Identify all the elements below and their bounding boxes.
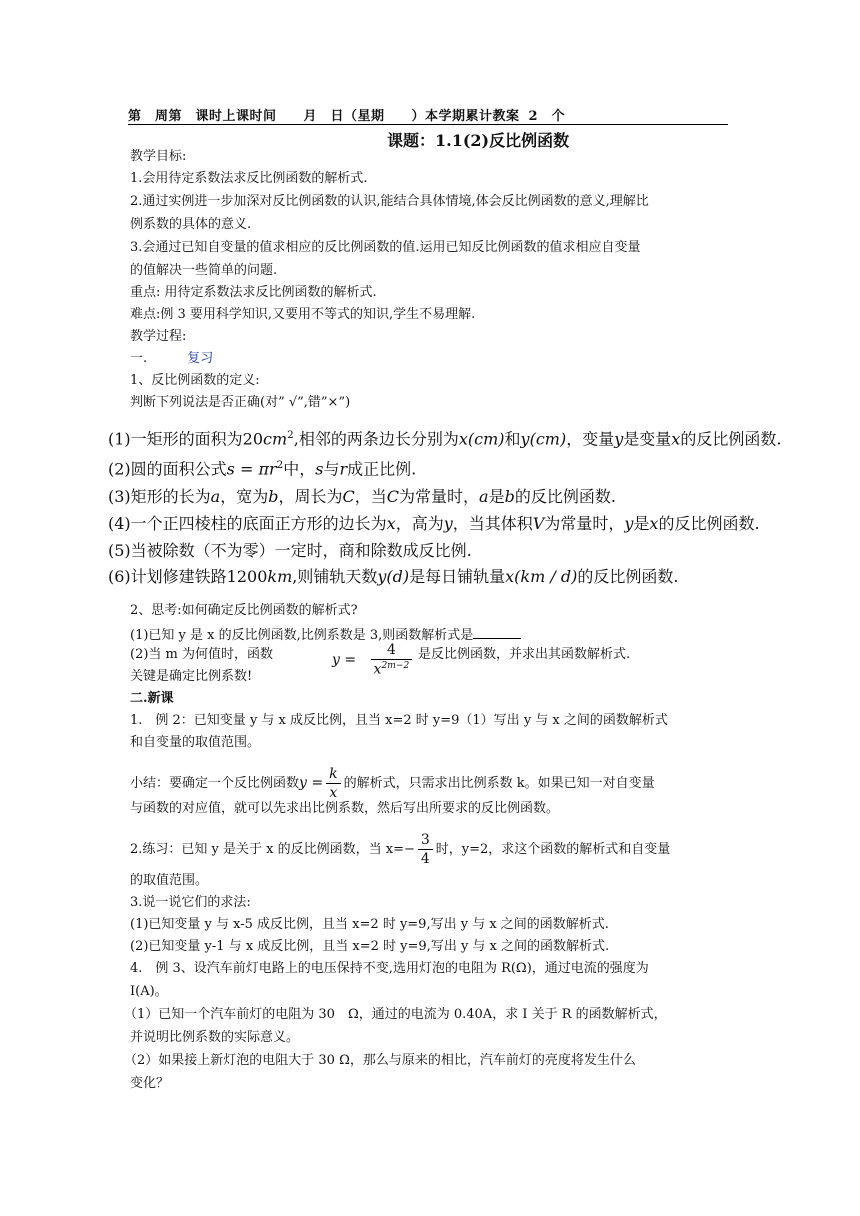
goal-1: 1.会用待定系数法求反比例函数的解析式. bbox=[130, 171, 368, 186]
practice-line2: 的取值范围。 bbox=[130, 873, 209, 888]
say-item-1: (1)已知变量 y 与 x-5 成反比例，且当 x=2 时 y=9,写出 y 与 x 之间的函数解析式. bbox=[130, 917, 609, 932]
new-lesson-heading: 二.新课 bbox=[130, 691, 174, 706]
summary-line2: 与函数的对应值，就可以先求出比例系数，然后写出所要求的反比例函数。 bbox=[130, 801, 560, 816]
difficulty: 难点:例 3 要用科学知识,又要用不等式的知识,学生不易理解. bbox=[130, 307, 476, 322]
summary-line1: 小结：要确定一个反比例函数y = $\frac{k}{x}$ 的解析式，只需求出比例系数 k。如果已知一对自变量 bbox=[130, 766, 655, 802]
goal-2-line2: 例系数的具体的意义. bbox=[130, 217, 252, 232]
lesson-header: 第 周第 课时上课时间 月 日（星期 ）本学期累计教案 2 个 bbox=[128, 109, 566, 124]
header-rule bbox=[128, 124, 728, 125]
think-item-1: (1)已知 y 是 x 的反比例函数,比例系数是 3,则函数解析式是 bbox=[130, 626, 521, 644]
think-item-2-left: (2)当 m 为何值时，函数 bbox=[130, 647, 274, 662]
answer-blank bbox=[473, 626, 521, 639]
process-heading: 教学过程: bbox=[130, 329, 187, 344]
review-heading bbox=[130, 352, 213, 367]
example-3-line2: I(A)。 bbox=[130, 984, 168, 999]
function-formula: y = $\frac{4}{x^{2m-2}}$ bbox=[332, 642, 415, 678]
goal-2-line1: 2.通过实例进一步加深对反比例函数的认识,能结合具体情境,体会反比例函数的意义,理解比 bbox=[130, 194, 649, 209]
statement-4: (4)一个正四棱柱的底面正方形的边长为x，高为y，当其体积V为常量时，y是x的反比例函数. bbox=[108, 514, 760, 533]
say-heading: 3.说一说它们的求法: bbox=[130, 895, 251, 910]
review-label: 复习 bbox=[187, 351, 214, 366]
statement-3: (3)矩形的长为a，宽为b，周长为C，当C为常量时，a是b的反比例函数. bbox=[108, 487, 616, 506]
say-item-2: (2)已知变量 y-1 与 x 成反比例，且当 x=2 时 y=9,写出 y 与 x 之间的函数解析式. bbox=[130, 939, 610, 954]
example-3-q1-line2: 并说明比例系数的实际意义。 bbox=[130, 1030, 300, 1045]
think-question: 2、思考:如何确定反比例函数的解析式? bbox=[130, 603, 358, 618]
goal-3-line2: 的值解决一些简单的问题. bbox=[130, 263, 278, 278]
judge-instruction: 判断下列说法是否正确(对” √”,错”×”) bbox=[130, 395, 351, 410]
example-3-q2-line1: （2）如果接上新灯泡的电阻大于 30 Ω，那么与原来的相比，汽车前灯的亮度将发生什么 bbox=[124, 1053, 636, 1068]
goals-heading: 教学目标: bbox=[130, 149, 187, 164]
example-3-q2-line2: 变化？ bbox=[130, 1076, 170, 1091]
review-question-1: 1、反比例函数的定义: bbox=[130, 373, 260, 388]
review-number: 一. bbox=[130, 351, 148, 366]
think-item-2-right: 是反比例函数，并求出其函数解析式. bbox=[418, 647, 631, 662]
statement-6: (6)计划修建铁路1200km,则铺轨天数y(d)是每日铺轨量x(km / d)的反比例函数. bbox=[108, 567, 679, 586]
key-point: 重点: 用待定系数法求反比例函数的解析式. bbox=[130, 285, 377, 300]
example-2-line1: 1. 例 2：已知变量 y 与 x 成反比例，且当 x=2 时 y=9（1）写出 y 与 x 之间的函数解析式 bbox=[130, 713, 668, 728]
example-3-line1: 4. 例 3、设汽车前灯电路上的电压保持不变,选用灯泡的电阻为 R(Ω)，通过电流的强度为 bbox=[130, 961, 649, 976]
statement-5: (5)当被除数（不为零）一定时，商和除数成反比例. bbox=[108, 541, 472, 560]
goal-3-line1: 3.会通过已知自变量的值求相应的反比例函数的值.运用已知反比例函数的值求相应自变量 bbox=[130, 240, 641, 255]
lesson-title: 课题：1.1(2)反比例函数 bbox=[387, 131, 570, 150]
practice-line1: 2.练习：已知 y 是关于 x 的反比例函数，当 x=− $\frac{3}{4}$ 时，y=2，求这个函数的解析式和自变量 bbox=[130, 832, 671, 868]
key-note: 关键是确定比例系数! bbox=[130, 669, 253, 684]
example-2-line2: 和自变量的取值范围。 bbox=[130, 735, 261, 750]
statement-2: (2)圆的面积公式$s = \pi r^2$中，s与r成正比例. bbox=[108, 459, 417, 479]
example-3-q1-line1: （1）已知一个汽车前灯的电阻为 30 Ω，通过的电流为 0.40A，求 I 关于 R 的函数解析式， bbox=[124, 1007, 667, 1022]
statement-1: (1)一矩形的面积为$20cm^2$,相邻的两条边长分别为x(cm)和y(cm)，变量y是变量x的反比例函数. bbox=[108, 429, 782, 449]
